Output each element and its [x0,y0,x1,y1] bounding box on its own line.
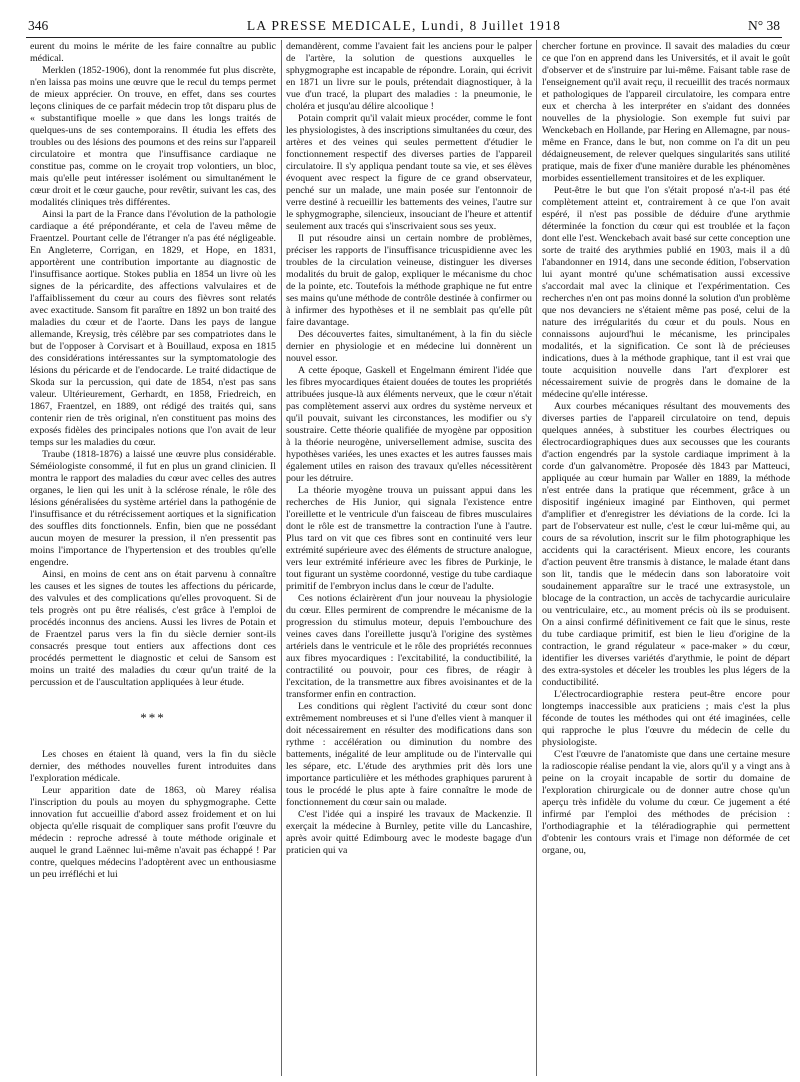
paragraph: Les choses en étaient là quand, vers la fin du siècle dernier, des méthodes nouvelles furent introduites dans l'exploration médicale. [30,749,276,784]
column-2 [286,41,532,1077]
paragraph: Ainsi, en moins de cent ans on était parvenu à connaître les causes et les signes de toutes les affections du péricarde, des valvules et des complications qu'elles provoquent. Si de tels progrès ont pu être réalisés, c'est grâce à l'emploi de procédés inconnus des anciens. Aussi les livres de Potain et de Fraentzel parus vers la fin du siècle dernier sont-ils consacrés presque tout entiers aux affections dont ces procédés permettent le diagnostic et celui de Sansom est moins un traité des maladies du cœur qu'un traité de la percussion et de l'auscultation appliquées à leur étude. [30,569,276,688]
paragraph: Potain comprit qu'il valait mieux procéder, comme le font les physiologistes, à des inscriptions simultanées du cœur, des artères et des veines qui seules permettent d'étudier le fonctionnement respectif des diverses parties de l'appareil circulatoire. Il s'y appliqua pendant toute sa vie, et ses élèves évoquent avec respect la figure de ce grand observateur, penché sur un malade, une main posée sur l'entonnoir de verre destiné à recueillir les battements des veines, l'autre sur le sphygmographe, silencieux, insouciant de l'heure et attentif seulement aux tracés qui s'inscrivaient sous ses yeux. [286,113,532,232]
paragraph: Les conditions qui règlent l'activité du cœur sont donc extrêmement nombreuses et si l'une d'elles vient à manquer il doit nécessairement en résulter des modifications dans son rythme : accélération ou diminution du nombre des battements, inégalité de leur amplitude ou de l'intervalle qui les sépare, etc. L'étude des arythmies prit dès lors une importance particulière et les méthodes graphiques parurent à tous le procédé le plus apte à faire connaître le mode de fonctionnement du cœur sain ou malade. [286,701,532,808]
paragraph: Ces notions éclairèrent d'un jour nouveau la physiologie du cœur. Elles permirent de comprendre le mécanisme de la progression du stimulus moteur, depuis l'embouchure des veines caves dans l'oreillette jusqu'à l'origine des systèmes artériels dans le ventricule et le rôle des propriétés reconnues aux fibres myocardiques : l'excitabilité, la conductibilité, la contractilité ou pouvoir, pour ces fibres, de réagir à l'excitation, de la transmettre aux fibres avoisinantes et de la transformer enfin en contraction. [286,593,532,700]
paragraph: demandèrent, comme l'avaient fait les anciens pour le palper de l'artère, la solution de questions auxquelles le sphygmographe est incapable de répondre. Lorain, qui écrivit en 1871 un livre sur le pouls, prétendait diagnostiquer, à la vue d'un tracé, la plupart des maladies : la pneumonie, le choléra et jusqu'au délire alcoolique ! [286,41,532,112]
paragraph: Peut-être le but que l'on s'était proposé n'a-t-il pas été complètement atteint et, contrairement à ce que l'on avait espéré, il n'est pas possible de déduire d'une arythmie déterminée la fonction du cœur qui est troublée et la façon dont elle l'est. Wenckebach avait basé sur cette conception une sorte de traité des arythmies publié en 1903, mais il a dû l'abandonner en 1914, dans une seconde édition, l'observation lui ayant montré qu'une schématisation aussi excessive s'accordait mal avec la clinique et l'expérimentation. Ces recherches n'en ont pas moins donné la solution d'un problème que nos devanciers ne s'étaient même pas posé, celui de la nature des irrégularités du cœur et du pouls. Nous en connaissons aujourd'hui le mécanisme, les principales modalités, et la signification. Ce sont là de précieuses indications, dues à la méthode graphique, tant il est vrai que toute acquisition nouvelle dans l'art d'explorer est nécessairement suivie de progrès dans le domaine de la médecine qu'elle intéresse. [542,185,790,400]
paragraph: Des découvertes faites, simultanément, à la fin du siècle dernier en physiologie et en médecine lui donnèrent un nouvel essor. [286,329,532,364]
section-separator: *** [140,710,166,725]
page-number: 346 [28,18,49,33]
paragraph: L'électrocardiographie restera peut-être encore pour longtemps inaccessible aux praticiens ; mais c'est la plus féconde de toutes les méthodes qui ont été imaginées, celle qui rapproche le plus l'œuvre du médecin de celle du physiologiste. [542,689,790,748]
paragraph: A cette époque, Gaskell et Engelmann émirent l'idée que les fibres myocardiques étaient douées de toutes les propriétés attribuées jusque-là aux éléments nerveux, que le cœur n'était pas complètement asservi aux ordres du système nerveux et qu'il pouvait, suivant les circonstances, les modifier ou s'y soustraire. Cette théorie qualifiée de myogène par opposition à la théorie neurogène, universellement admise, suscita des hypothèses variées, les unes exactes et les autres fausses mais également utiles en raison des travaux qu'elles nécessitèrent pour les détruire. [286,365,532,484]
paragraph: Il put résoudre ainsi un certain nombre de problèmes, préciser les rapports de l'insuffisance tricuspidienne avec les troubles de la circulation veineuse, distinguer les diverses modalités du bruit de galop, expliquer le mécanisme du choc de la pointe, etc. Toutefois la méthode graphique ne fut entre ses mains qu'une méthode de contrôle destinée à confirmer ou à infirmer des hypothèses et il ne semblait pas qu'elle pût faire davantage. [286,233,532,328]
paragraph: C'est l'idée qui a inspiré les travaux de Mackenzie. Il exerçait la médecine à Burnley, petite ville du Lancashire, après avoir quitté Edimbourg avec le modeste bagage d'un praticien qui va [286,809,532,856]
paragraph: eurent du moins le mérite de les faire connaître au public médical. [30,41,276,64]
column-1 [30,41,276,1077]
paragraph: C'est l'œuvre de l'anatomiste que dans une certaine mesure la radioscopie réalise pendant la vie, alors qu'il y a vingt ans à peine on la croyait incapable de sortir du domaine de l'exploration chirurgicale ou de donner autre chose qu'un aperçu très infidèle du volume du cœur. Ce jugement a été infirmé par l'emploi des méthodes de précision : l'orthodiagraphie et la téléradiographie qui permettent d'obtenir les contours vrais et l'image non déformée de cet organe, ou, [542,749,790,856]
journal-title: LA PRESSE MEDICALE, Lundi, 8 Juillet 1918 [246,18,562,33]
paragraph: La théorie myogène trouva un puissant appui dans les recherches de His Junior, qui signala l'existence entre l'oreillette et le ventricule d'un faisceau de fibres musculaires dont le rôle est de transmettre la contraction l'une à l'autre. Plus tard on vit que ces fibres sont en continuité vers leur extrémité supérieure avec des éléments de structure analogue, vers leur extrémité inférieure avec les fibres de Purkinje, le tout figurant un système coordonné, vestige du tube cardiaque primitif de l'embryon inclus dans le cœur de l'adulte. [286,485,532,592]
column-divider [281,40,282,1076]
issue-number: N° 38 [747,18,780,33]
paragraph: Traube (1818-1876) a laissé une œuvre plus considérable. Séméiologiste consommé, il fut en plus un grand clinicien. Il montra le rapport des maladies du cœur avec celles des autres organes, le lien qui les unit à la sclérose rénale, le rôle des lésions généralisées du système artériel dans la pathogénie de l'insuffisance et du rétrécissement aortiques et la signification des souffles dits fonctionnels. Enfin, bien que ne possédant aucun moyen de mesurer la pression, il n'en pressentit pas moins l'importance de l'hypertension et des troubles qu'elle engendre. [30,449,276,568]
paragraph: Aux courbes mécaniques résultant des mouvements des diverses parties de l'appareil circulatoire on tend, depuis quelques années, à substituer les courbes électriques ou électrocardiographiques dues aux secousses que les courants d'action engendrés par la systole cardiaque impriment à la corde d'un galvanomètre. Proposée dès 1843 par Matteuci, appliquée au cœur humain par Waller en 1889, la méthode n'est entrée dans la pratique que récemment, grâce à un dispositif ingénieux imaginé par Einthoven, qui permet d'amplifier et d'enregistrer les déviations de la corde. Ici la part de l'observateur est nulle, c'est le cœur lui-même qui, au cours de sa révolution, inscrit sur le film photographique les accidents qui la caractérisent. Mieux encore, les courants d'action peuvent être transmis à distance, le malade étant dans son lit, tandis que le médecin dans son laboratoire voit soudainement apparaître sur le tracé une extrasystole, un blocage de la contraction, un accès de tachycardie auriculaire ou ventriculaire, etc., au moment précis où ils se produisent. On a ainsi confirmé définitivement ce fait que le sinus, reste du tube cardiaque primitif, est bien le lieu d'origine de la contraction, le grand régulateur « pace-maker » du cœur, identifier les diverses variétés d'arythmie, le point de départ des extra-systoles et déceler les troubles les plus légers de la conductibilité. [542,401,790,688]
paragraph: chercher fortune en province. Il savait des maladies du cœur ce que l'on en apprend dans les Universités, et il avait le goût d'observer et de s'instruire par lui-même. Faisant table rase de l'enseignement qu'il avait reçu, il recueillit des tracés normaux et pathologiques de l'appareil circulatoire, les compara entre eux et chercha à les interpréter en s'aidant des données nouvelles de la physiologie. Son exemple fut suivi par Wenckebach en Hollande, par Hering en Allemagne, par nous-même en France, dans le but, non comme on l'a dit un peu dédaigneusement, de relever quelques singularités sans utilité pratique, mais de fixer d'une manière durable les phénomènes morbides essentiellement transitoires et de les expliquer. [542,41,790,184]
paragraph: Ainsi la part de la France dans l'évolution de la pathologie cardiaque a été prépondérante, et cela de l'aveu même de Fraentzel. Pourtant celle de l'étranger n'a pas été négligeable. En Angleterre, Corrigan, en 1829, et Hope, en 1831, apportèrent une contribution importante au diagnostic de l'insuffisance aortique. Stokes publia en 1854 un livre où les signes de la péricardite, des affections valvulaires et de l'affaiblissement du cœur au cours des fièvres sont relatés avec exactitude. Sansom fit paraître en 1892 un bon traité des maladies du cœur et de l'aorte. Dans les pays de langue allemande, Kreysig, très célèbre par ses compatriotes dans le but de l'opposer à Corvisart et à Bouillaud, exposa en 1815 des considérations intéressantes sur la symptomatologie des lésions du péricarde et de l'endocarde. Le traité didactique de Skoda sur la percussion, qui date de 1854, n'est pas sans valeur. Ultérieurement, Gerhardt, en 1858, Friedreich, en 1867, Fraentzel, en 1889, ont rédigé des traités qui, sans contenir rien de très original, n'en constituent pas moins des exposés fidèles des principales notions que l'on avait de leur temps sur les maladies du cœur. [30,209,276,448]
column-divider [536,40,537,1076]
paragraph: Leur apparition date de 1863, où Marey réalisa l'inscription du pouls au moyen du sphygmographe. Cette innovation fut accueillie d'abord assez froidement et on lui objecta qu'elle risquait de compliquer sans profit l'œuvre du médecin : reproche adressé à toute méthode originale et auquel le grand Laënnec lui-même n'avait pas échappé ! Par contre, quelques médecins l'adoptèrent avec un enthousiasme un peu irréfléchi et lui [30,785,276,880]
paragraph: Merklen (1852-1906), dont la renommée fut plus discrète, n'en laissa pas moins une œuvre que le recul du temps permet de mieux apprécier. On trouve, en effet, dans ses courtes leçons cliniques de ce parfait médecin trop tôt disparu plus de « substantifique moelle » que dans les longs traités de quelques-uns de ses contemporains. Il étudia les effets des troubles ou des lésions des poumons et des reins sur l'appareil circulatoire et montra que l'insuffisance cardiaque ne constitue pas, comme on le croyait trop volontiers, un bloc, mais qu'elle peut intéresser isolément ou simultanément le cœur droit et le cœur gauche, pour revêtir, suivant les cas, des modalités cliniques très différentes. [30,65,276,208]
page-header [28,16,780,36]
column-3 [542,41,790,1077]
header-rule [26,37,782,38]
